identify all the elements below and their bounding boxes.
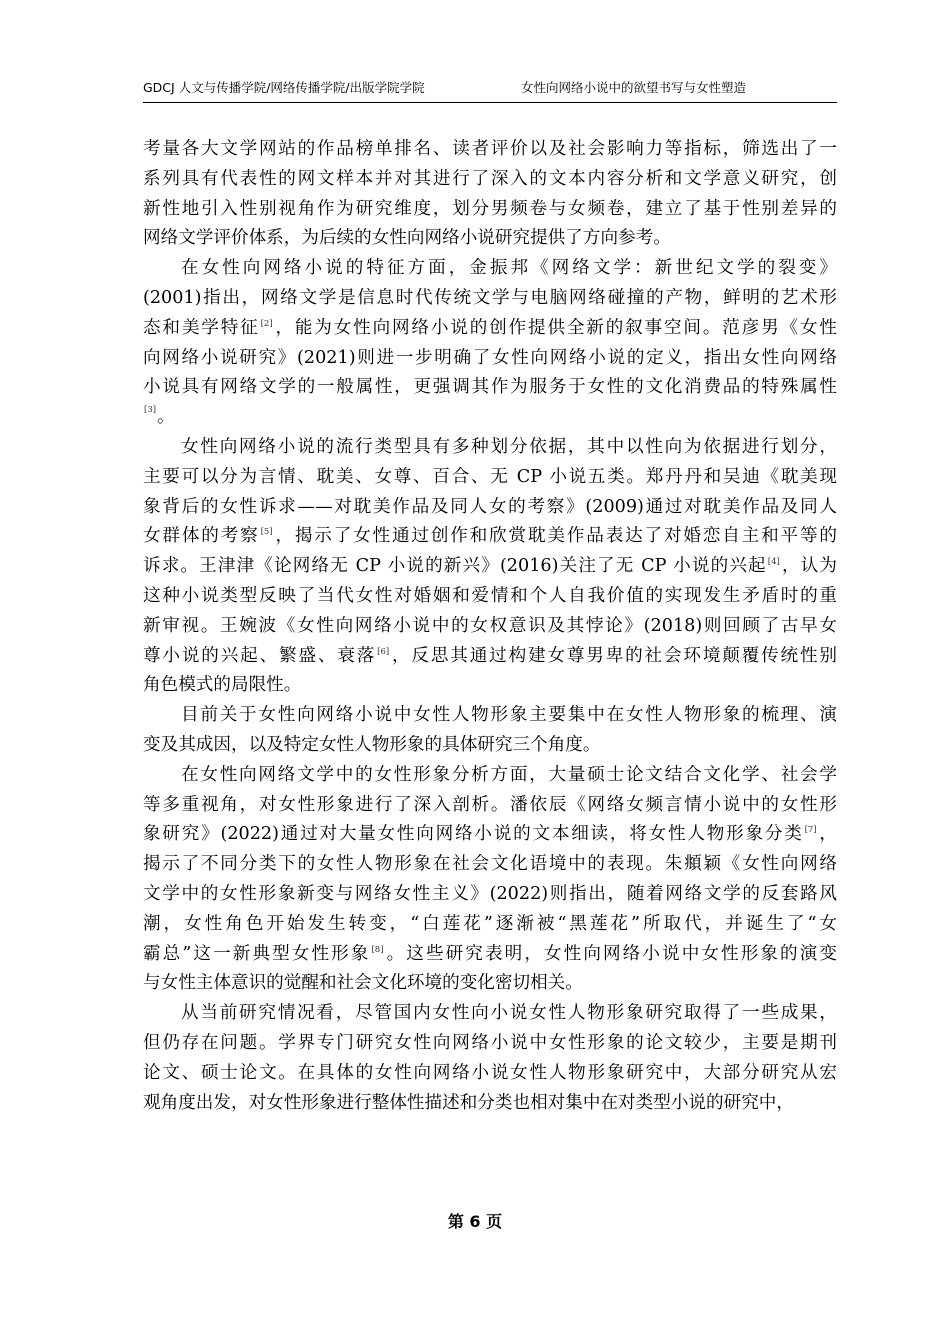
text-line [143,642,837,672]
text-segment: 。 [157,407,175,428]
text-line [143,940,837,970]
text-line: 变及其成因，以及特定女性人物形象的具体研究三个角度。 [143,734,601,755]
text-segment: 。这些研究表明，女性向网络小说中女性形象的演变 [384,943,837,964]
text-line: 潮，女性角色开始发生转变，“白莲花”逐渐被“黑莲花”所取代，并诞生了“女 [143,913,837,934]
text-line: 观角度出发，对女性形象进行整体性描述和分类也相对集中在对类型小说的研究中， [143,1092,794,1113]
paragraph [143,135,837,254]
text-line: 这种小说类型反映了当代女性对婚姻和爱情和个人自我价值的实现发生矛盾时的重 [143,585,837,606]
text-line: 新性地引入性别视角作为研究维度，划分男频卷与女频卷，建立了基于性别差异的 [143,198,837,219]
text-line [143,820,837,850]
text-segment: ，能为女性向网络小说的创作提供全新的叙事空间。范彦男《女性 [273,317,837,338]
paragraph [143,999,837,1118]
text-segment: ，认为 [780,556,837,577]
citation-reference[interactable]: [2] [260,318,273,329]
text-line [143,403,837,433]
citation-reference[interactable]: [6] [377,646,390,657]
text-segment: ，揭示了女性通过创作和欣赏耽美作品表达了对婚恋自主和平等的 [273,526,837,547]
citation-reference[interactable]: [3] [144,405,157,416]
text-line: (2001)指出，网络文学是信息时代传统文学与电脑网络碰撞的产物，鲜明的艺术形 [143,287,837,308]
paragraph [143,761,837,999]
text-line: 网络文学评价体系，为后续的女性向网络小说研究提供了方向参考。 [143,228,671,249]
text-line: 主要可以分为言情、耽美、女尊、百合、无 CP 小说五类。郑丹丹和吴迪《耽美现 [143,466,837,487]
text-segment: 态和美学特征 [143,317,260,338]
text-line: 考量各大文学网站的作品榜单排名、读者评价以及社会影响力等指标，筛选出了一 [143,139,837,159]
text-line: 与女性主体意识的觉醒和社会文化环境的变化密切相关。 [143,973,583,994]
text-segment: ， [817,824,837,845]
text-line [143,552,837,582]
text-line: 文学中的女性形象新变与网络女性主义》(2022)则指出，随着网络文学的反套路风 [143,883,837,904]
text-line: 从当前研究情况看，尽管国内女性向小说女性人物形象研究取得了一些成果， [181,1003,837,1024]
paragraph [143,254,837,433]
text-segment: ，反思其通过构建女尊男卑的社会环境颠覆传统性别 [390,645,837,666]
text-line: 目前关于女性向网络小说中女性人物形象主要集中在女性人物形象的梳理、演 [181,705,837,726]
citation-reference[interactable]: [4] [767,557,780,568]
paragraph [143,433,837,701]
text-segment: 诉求。王津津《论网络无 CP 小说的新兴》(2016)关注了无 CP 小说的兴起 [143,556,767,577]
text-line: 在女性向网络文学中的女性形象分析方面，大量硕士论文结合文化学、社会学 [181,764,837,785]
text-segment: 象研究》(2022)通过对大量女性向网络小说的文本细读，将女性人物形象分类 [143,824,804,845]
text-line: 等多重视角，对女性形象进行了深入剖析。潘依辰《网络女频言情小说中的女性形 [143,794,837,815]
text-line: 系列具有代表性的网文样本并对其进行了深入的文本内容分析和文学意义研究，创 [143,168,837,189]
text-line [143,522,837,552]
text-line: 女性向网络小说的流行类型具有多种划分依据，其中以性向为依据进行划分， [181,436,837,457]
text-line: 但仍存在问题。学界专门研究女性向网络小说中女性形象的论文较少，主要是期刊 [143,1032,837,1053]
page-number: 第 6 页 [447,1212,503,1231]
text-line: 揭示了不同分类下的女性人物形象在社会文化语境中的表现。朱頫颖《女性向网络 [143,854,837,875]
header-institution: GDCJ 人文与传播学院/网络传播学院/出版学院学院 [143,80,425,95]
text-line: 角色模式的局限性。 [143,675,302,696]
text-line [143,314,837,344]
text-line: 论文、硕士论文。在具体的女性向网络小说女性人物形象研究中，大部分研究从宏 [143,1062,837,1083]
body-text [143,135,837,1118]
text-segment: 霸总”这一新典型女性形象 [143,943,371,964]
running-header [143,78,837,103]
text-segment: 尊小说的兴起、繁盛、衰落 [143,645,377,666]
text-segment: 女群体的考察 [143,526,260,547]
citation-reference[interactable]: [7] [804,825,817,836]
text-line: 在女性向网络小说的特征方面，金振邦《网络文学：新世纪文学的裂变》 [181,258,837,279]
paragraph [143,701,837,761]
citation-reference[interactable]: [5] [260,527,273,538]
text-line: 象背后的女性诉求——对耽美作品及同人女的考察》(2009)通过对耽美作品及同人 [143,496,837,517]
text-line: 新审视。王婉波《女性向网络小说中的女权意识及其悖论》(2018)则回顾了古早女 [143,615,837,636]
citation-reference[interactable]: [8] [371,944,384,955]
text-line: 向网络小说研究》(2021)则进一步明确了女性向网络小说的定义，指出女性向网络 [143,347,837,368]
header-thesis-title: 女性向网络小说中的欲望书写与女性塑造 [521,80,747,95]
text-line: 小说具有网络文学的一般属性，更强调其作为服务于女性的文化消费品的特殊属性 [143,377,837,398]
